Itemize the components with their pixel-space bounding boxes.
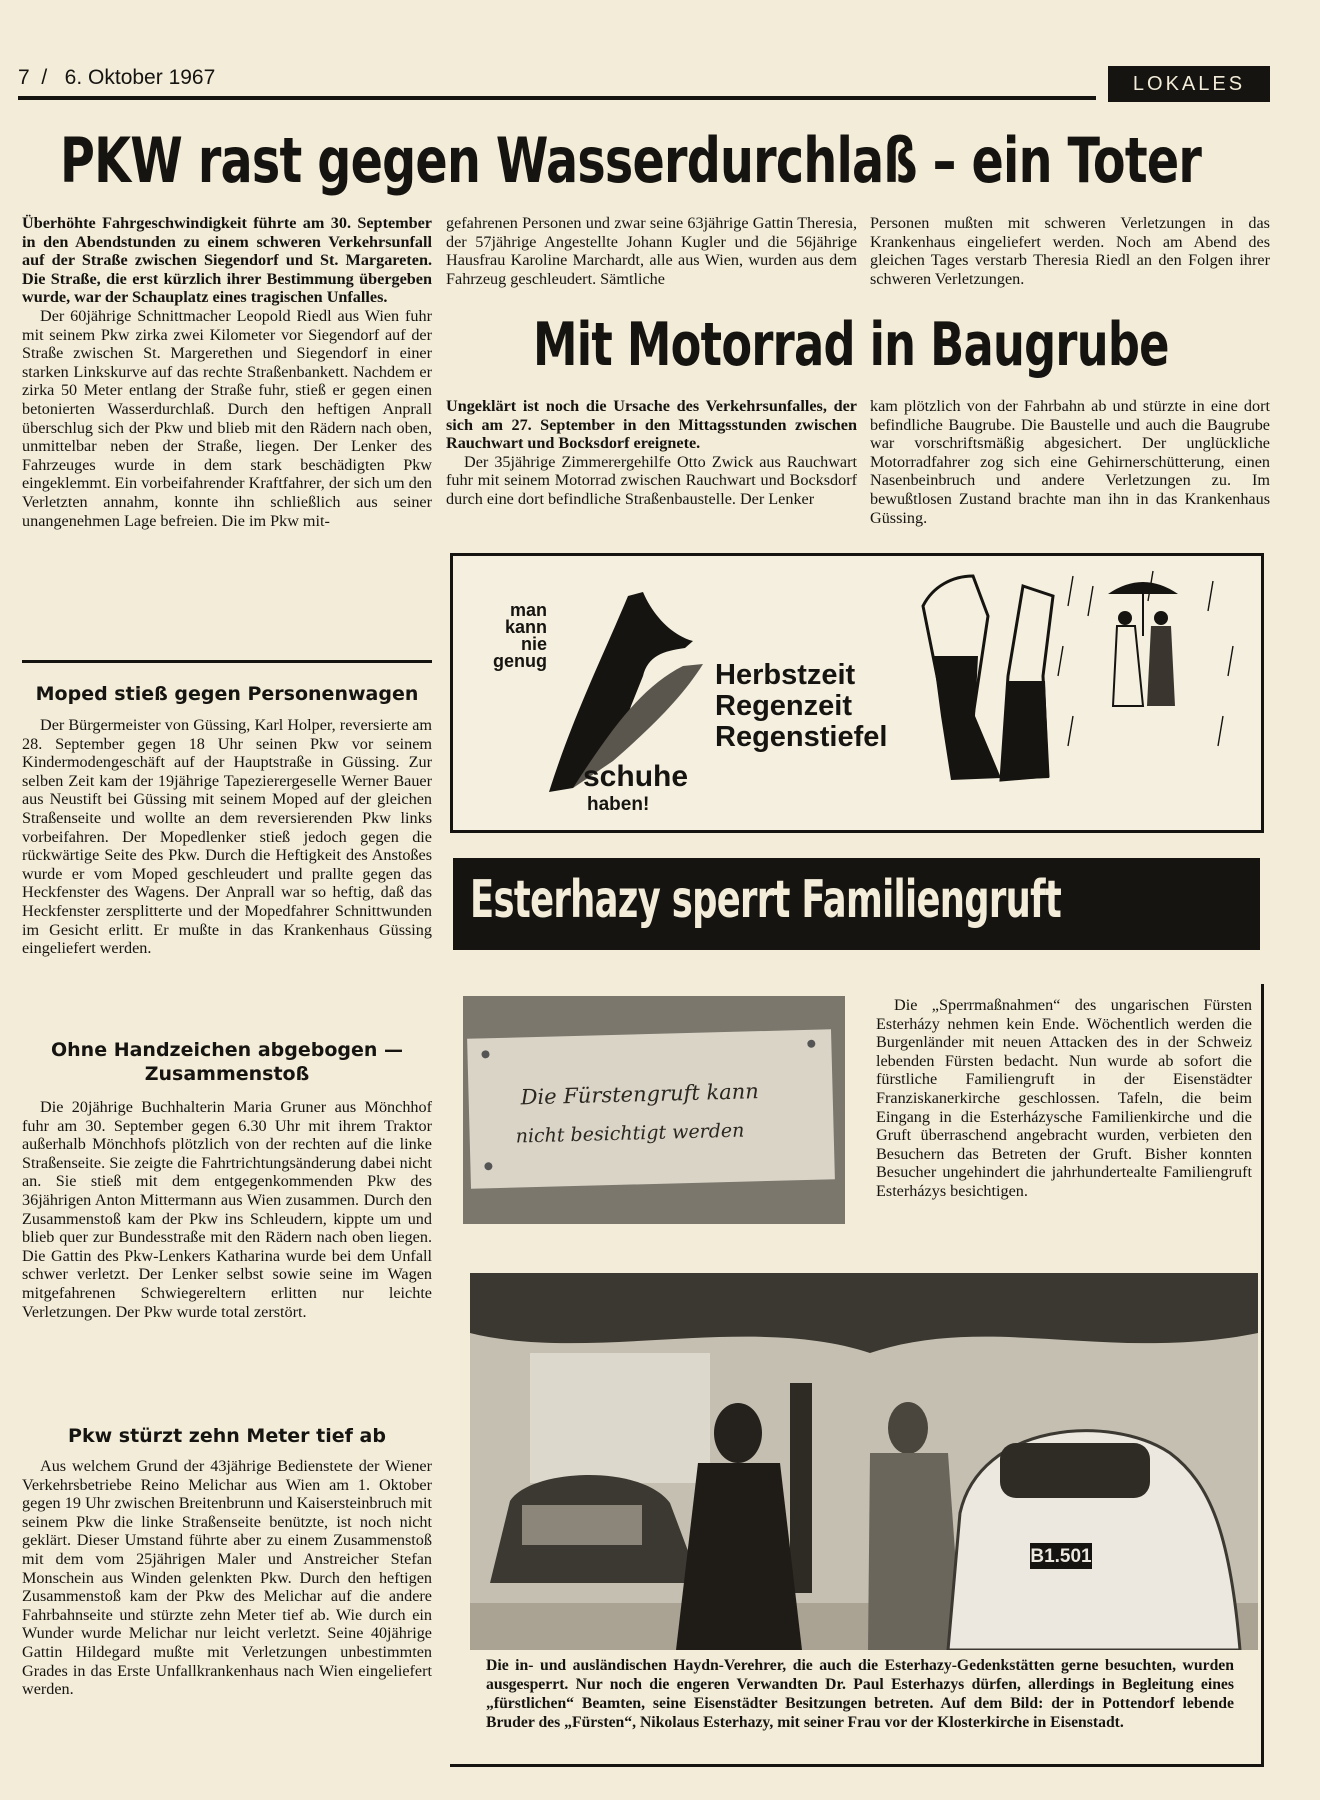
woman-head-icon: [714, 1403, 762, 1463]
esterhazy-headline: Esterhazy sperrt Familiengruft: [470, 870, 1062, 930]
ad-brand-sub: haben!: [587, 794, 650, 815]
figure-head-icon: [1118, 611, 1132, 625]
main-article-body-2: gefahrenen Personen und zwar seine 63jährige Gattin Theresia, der 57jährige Angestellte Johann Kugler und die 56jährige Hausfrau Karoline Marchardt, alle aus Wien, wurden aus dem Fahrzeug geschleudert. Sämtliche: [446, 214, 857, 288]
handzeichen-title-line1: Ohne Handzeichen abgebogen —: [50, 1039, 404, 1061]
frame-right: [1261, 984, 1264, 1764]
ad-slogan-3: nie: [520, 634, 547, 654]
section-label: LOKALES: [1108, 66, 1270, 102]
ad-slogan: [489, 602, 547, 670]
main-article-body-1: Der 60jährige Schnittmacher Leopold Riedl aus Wien fuhr mit seinem Pkw zirka zwei Kilometer vor Siegendorf auf der Straße zwischen St. Margerethen und Siegendorf in einer starken Linkskurve auf das rechte Straßenbankett. Nachdem er zirka 50 Meter entlang der Straße fuhr, stieß er gegen einen betonierten Wasserdurchlaß. Durch den heftigen Anprall überschlug sich der Pkw und blieb mit den Rädern nach oben, unmittelbar neben der Straße, liegen. Der Lenker des Fahrzeuges wurde in dem stark beschädigten Pkw eingeklemmt. Ein vorbeifahrender Kraftfahrer, der sich um den Verletzten annahm, konnte ihn schließlich aus seiner unangenehmen Lage befreien. Die im Pkw mit-: [22, 306, 432, 530]
tree-trunk-icon: [790, 1383, 812, 1593]
column-rule: [22, 660, 432, 663]
church-photo: [470, 1273, 1258, 1650]
frame-bottom: [450, 1764, 1264, 1767]
pkw-stuerzt-article: [22, 1457, 432, 1699]
ad-slogan-4: genug: [493, 651, 547, 671]
esterhazy-headline-box: [453, 858, 1260, 950]
header-rule: [18, 96, 1096, 100]
ad-line-3: Regenstiefel: [715, 721, 888, 753]
motorrad-headline: Mit Motorrad in Baugrube: [533, 310, 1169, 380]
ad-brand: schuhe: [583, 760, 689, 793]
moped-title: Moped stieß gegen Personenwagen: [35, 683, 419, 705]
tree-canopy-icon: [470, 1273, 1258, 1353]
esterhazy-article: [876, 996, 1252, 1201]
motorrad-body-1: Der 35jährige Zimmerergehilfe Otto Zwick aus Rauchwart fuhr mit seinem Motorrad zwischen Rauchwart und Bocksdorf durch eine dort befindliche Straßenbaustelle. Der Lenker: [446, 452, 857, 508]
building-wall: [530, 1353, 710, 1483]
license-plate: B1.501: [1030, 1546, 1092, 1567]
ad-slogan-1: man: [509, 600, 547, 620]
man-head-icon: [888, 1402, 928, 1454]
page-date: 7 / 6. Oktober 1967: [18, 66, 216, 89]
boot-right-icon: [1001, 681, 1049, 780]
ad-line-2: Regenzeit: [715, 690, 852, 722]
screw-icon: [807, 1040, 815, 1048]
rain-icon: [1058, 571, 1233, 746]
screw-icon: [481, 1050, 489, 1058]
figure-woman-icon: [1113, 626, 1143, 706]
main-article-col3: [870, 214, 1270, 288]
photo-caption: Die in- und ausländischen Haydn-Verehrer, die auch die Esterhazy-Gedenkstätten gerne besuchten, wurden ausgesperrt. Nur noch die engeren Verwandten Dr. Paul Esterhazys dürfen, allerdings in Begleitung eines „fürstlichen“ Beamten, seine Eisenstädter Besitzungen betreten. Auf dem Bild: der in Pottendorf lebende Bruder des „Fürsten“, Nikolaus Esterhazy, mit seiner Frau vor der Klosterkirche in Eisenstadt.: [486, 1657, 1234, 1731]
main-article-col1: [22, 214, 432, 530]
main-article-lead: Überhöhte Fahrgeschwindigkeit führte am 30. September in den Abendstunden zu einem schweren Verkehrsunfall auf der Straße zwischen Siegendorf und St. Margareten. Die Straße, die erst kürzlich ihrer Bestimmung übergeben wurde, war der Schauplatz eines tragischen Unfalles.: [22, 214, 432, 307]
sign-text-1: Die Fürstengruft kann: [520, 1079, 760, 1110]
main-headline: PKW rast gegen Wasserdurchlaß – ein Toter: [60, 124, 1202, 197]
ad-line-1: Herbstzeit: [715, 659, 856, 691]
man-figure-icon: [868, 1453, 962, 1650]
sign-photo: [463, 996, 845, 1224]
ad-headline: [715, 660, 887, 753]
screw-icon: [484, 1162, 492, 1170]
moped-article: [22, 716, 432, 958]
handzeichen-body: Die 20jährige Buchhalterin Maria Gruner aus Mönchhof fuhr am 30. September gegen 6.30 Uhr mit ihrem Traktor außerhalb Mönchhofs plötzlich von der rechten auf die linke Straßenseite. Sie zeigte die Fahrtrichtungsänderung dabei nicht an. Sie stieß mit dem entgegenkommenden Pkw des 36jährigen Anton Mittermann aus Wien zusammen. Durch den Zusammenstoß kam der Pkw ins Schleudern, kippte um und blieb quer zur Bundesstraße mit den Rädern nach oben liegen. Die Gattin des Pkw-Lenkers Katharina wurde bei dem Unfall schwer verletzt. Der Lenker selbst sowie seine im Wagen mitgefahrenen Schwiegereltern erlitten nur leichte Verletzungen. Der Pkw wurde total zerstört.: [22, 1098, 432, 1321]
main-article-body-3: Personen mußten mit schweren Verletzungen in das Krankenhaus eingeliefert werden. Noch am Abend des gleichen Tages verstarb Theresia Riedl an den Folgen ihrer schweren Verletzungen.: [870, 214, 1270, 288]
figure-man-icon: [1147, 626, 1175, 706]
esterhazy-body: Die „Sperrmaßnahmen“ des ungarischen Fürsten Esterházy nehmen kein Ende. Wöchentlich werden die Burgenländer mit neuen Attacken des in der Schweiz lebenden Fürsten bedacht. Nun wurde ab sofort die fürstliche Familiengruft in der Eisenstädter Franziskanerkirche geschlossen. Tafeln, die beim Eingang in die Esterházysche Familienkirche und die Gruft überraschend angebracht wurden, verbieten den Besuchern das Betreten der Gruft. Bisher konnten Besucher ungehindert die jahrhundertealte Familiengruft Esterházys besichtigen.: [876, 996, 1252, 1200]
motorrad-body-2: kam plötzlich von der Fahrbahn ab und stürzte in eine dort befindliche Baugrube. Die Baustelle und auch die Baugrube war vorschriftsmäßig abgesichert. Der unglückliche Motorradfahrer zog sich eine Gehirnerschütterung, einen Nasenbeinbruch und andere Verletzungen zu. Im bewußtlosen Zustand brachte man ihn in das Krankenhaus Güssing.: [870, 397, 1270, 527]
boot-left-icon: [933, 656, 1001, 780]
advertisement: [450, 553, 1264, 833]
woman-figure-icon: [676, 1463, 802, 1650]
ad-slogan-2: kann: [504, 617, 547, 637]
moped-body: Der Bürgermeister von Güssing, Karl Holper, reversierte am 28. September gegen 18 Uhr seinen Pkw vor seinem Kindermodengeschäft auf der Hauptstraße in Güssing. Zur selben Zeit kam der 19jährige Tapezierergeselle Werner Bauer aus Neustift bei Güssing mit seinem Moped auf der gleichen Straßenseite und wollte an dem reversierenden Pkw links vorbeifahren. Der Mopedlenker stieß jedoch gegen die rückwärtige Seite des Pkw. Durch die Heftigkeit des Anstoßes wurde er vom Moped geschleudert und prallte gegen das Heckfenster des Wagens. Der Anprall war so heftig, daß das Heckfenster zersplitterte und der Mopedfahrer Schnittwunden im Gesicht erlitt. Er mußte in das Krankenhaus Güssing eingeliefert werden.: [22, 716, 432, 958]
photo-scene: [470, 1273, 1258, 1650]
motorrad-col2: [870, 397, 1270, 527]
handzeichen-title-line2: Zusammenstoß: [144, 1063, 310, 1085]
main-article-col2: [446, 214, 857, 288]
pkw-stuerzt-body: Aus welchem Grund der 43jährige Bedienstete der Wiener Verkehrsbetriebe Reino Melichar aus Wien am 1. Oktober gegen 19 Uhr zwischen Breitenbrunn und Kaisersteinbruch mit seinem Pkw die linke Straßenseite benützte, ist noch nicht geklärt. Dieser Umstand führte aber zu einem Zusammenstoß mit dem vom 25jährigen Maler und Anstreicher Stefan Monschein aus Winden gelenkten Pkw. Durch den heftigen Zusammenstoß kam der Pkw des Melichar auf die andere Fahrbahnseite und stürzte zehn Meter tief ab. Wie durch ein Wunder wurde Melichar nur leicht verletzt. Seine 40jährige Gattin Hildegard mußte mit Verletzungen unbestimmten Grades in das Erste Unfallkrankenhaus nach Wien eingeliefert werden.: [22, 1457, 432, 1699]
pkw-stuerzt-title: Pkw stürzt zehn Meter tief ab: [68, 1425, 386, 1447]
sign-text-2: nicht besichtigt werden: [515, 1119, 745, 1148]
handzeichen-title: [22, 1038, 432, 1086]
motorrad-lead: Ungeklärt ist noch die Ursache des Verkehrsunfalles, der sich am 27. September in den Mittagsstunden zwischen Rauchwart und Bocksdorf ereignete.: [446, 397, 857, 453]
sign-plate: [467, 1029, 835, 1188]
motorrad-col1: [446, 397, 857, 509]
handzeichen-article: [22, 1098, 432, 1321]
